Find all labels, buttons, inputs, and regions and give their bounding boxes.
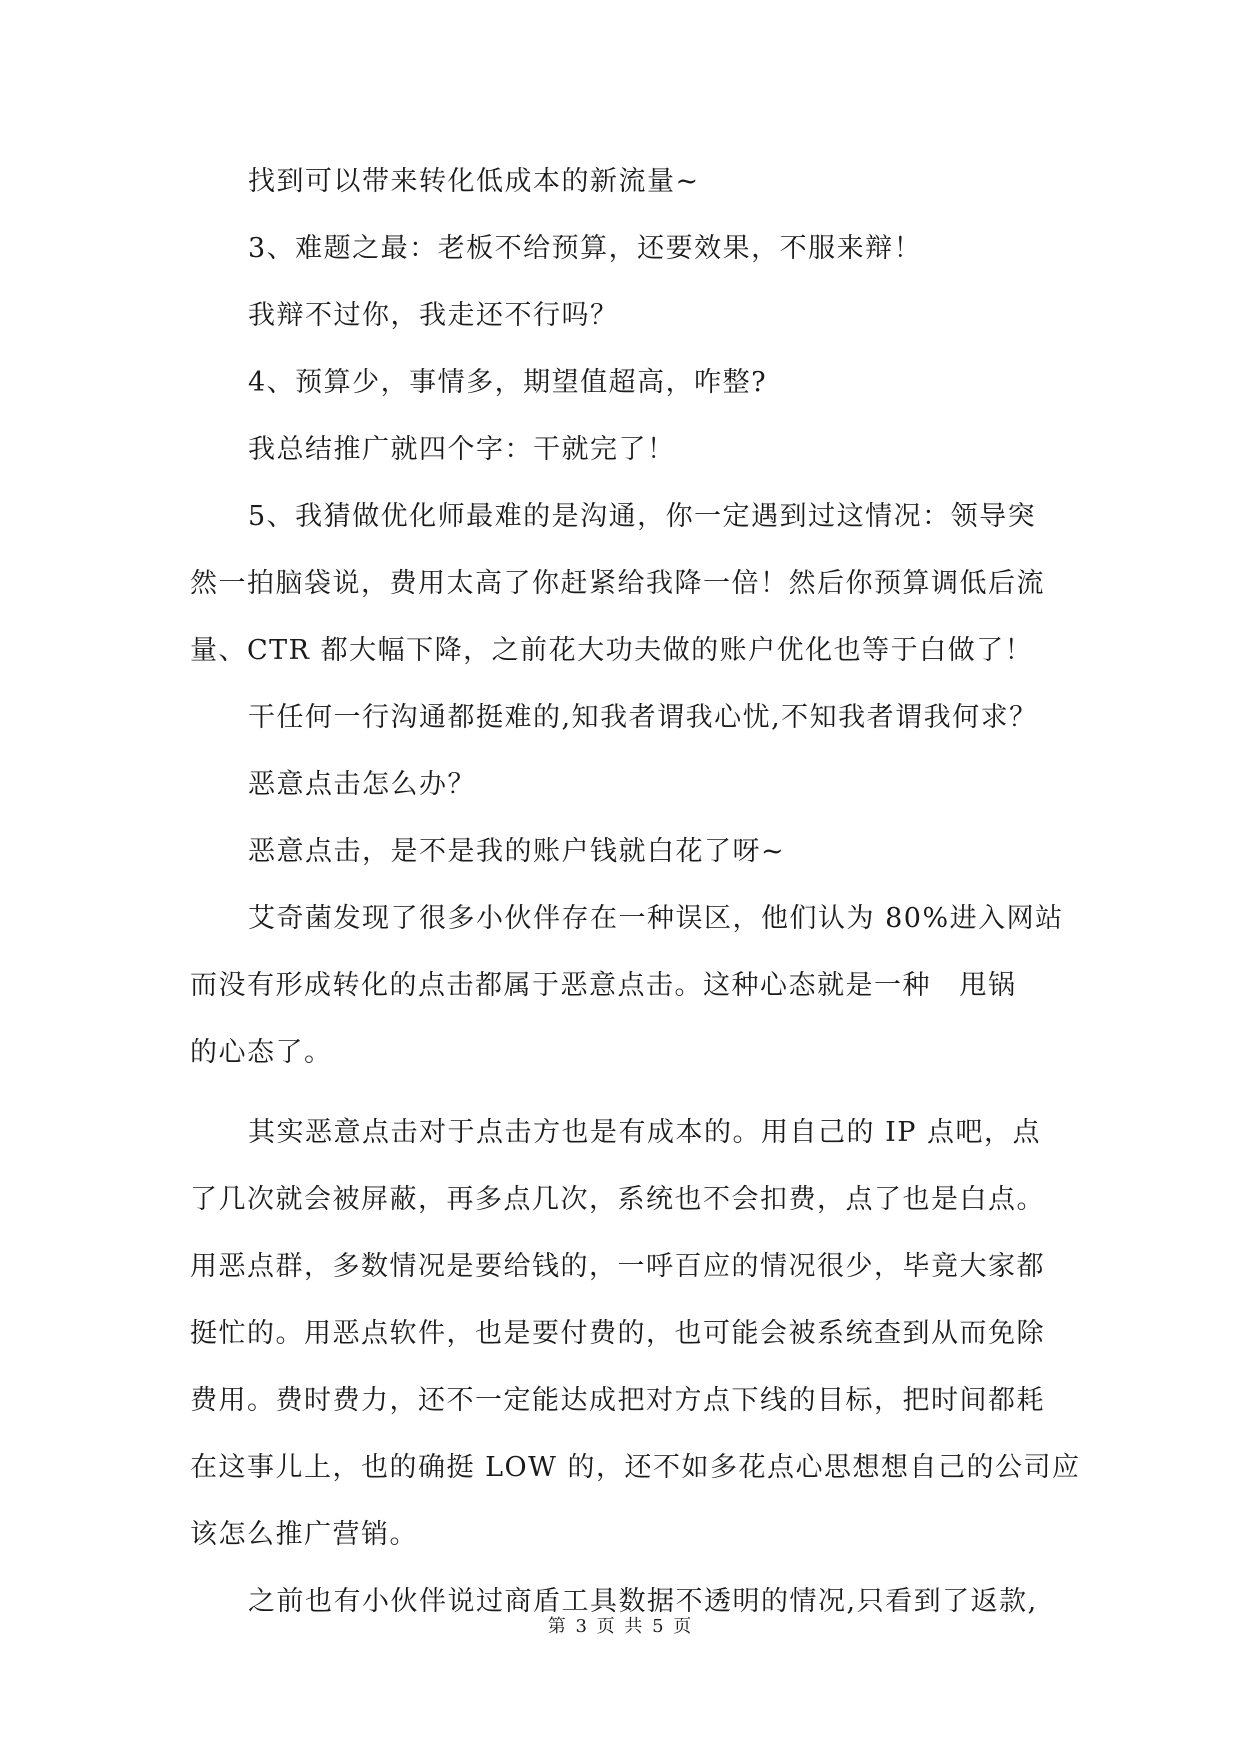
paragraph-line: 找到可以带来转化低成本的新流量~ [248,166,700,197]
paragraph-line: 费用。费时费力，还不一定能达成把对方点下线的目标，把时间都耗 [190,1385,1045,1416]
paragraph-line: 的心态了。 [190,1037,333,1068]
paragraph-line: 恶意点击怎么办？ [248,769,476,800]
paragraph-line: 然一拍脑袋说，费用太高了你赶紧给我降一倍！然后你预算调低后流 [190,568,1045,599]
paragraph-line: 用恶点群，多数情况是要给钱的，一呼百应的情况很少，毕竟大家都 [190,1251,1045,1282]
paragraph-line: 3、难题之最：老板不给预算，还要效果，不服来辩！ [248,233,923,264]
page-footer: 第 3 页 共 5 页 [547,1616,694,1637]
paragraph-line: 之前也有小伙伴说过商盾工具数据不透明的情况,只看到了返款, [248,1586,1038,1617]
paragraph-line: 干任何一行沟通都挺难的,知我者谓我心忧,不知我者谓我何求？ [248,702,1038,733]
paragraph-line: 我辩不过你，我走还不行吗？ [248,300,619,331]
paragraph-line: 该怎么推广营销。 [190,1519,418,1550]
paragraph-line: 5、我猜做优化师最难的是沟通，你一定遇到过这情况：领导突 [248,501,1037,532]
paragraph-line: 了几次就会被屏蔽，再多点几次，系统也不会扣费，点了也是白点。 [190,1184,1045,1215]
paragraph-line: 艾奇菌发现了很多小伙伴存在一种误区，他们认为 80%进入网站 [248,903,1064,934]
paragraph-line: 其实恶意点击对于点击方也是有成本的。用自己的 IP 点吧，点 [248,1117,1041,1148]
paragraph-line: 挺忙的。用恶点软件，也是要付费的，也可能会被系统查到从而免除 [190,1318,1045,1349]
paragraph-line: 恶意点击，是不是我的账户钱就白花了呀~ [248,836,786,867]
paragraph-line: 我总结推广就四个字：干就完了！ [248,434,676,465]
paragraph-line: 4、预算少，事情多，期望值超高，咋整? [248,367,768,398]
paragraph-line: 在这事儿上，也的确挺 LOW 的，还不如多花点心思想想自己的公司应 [190,1452,1081,1483]
paragraph-line: 而没有形成转化的点击都属于恶意点击。这种心态就是一种 甩锅 [190,970,1017,1001]
paragraph-line: 量、CTR 都大幅下降，之前花大功夫做的账户优化也等于白做了！ [190,635,1034,666]
